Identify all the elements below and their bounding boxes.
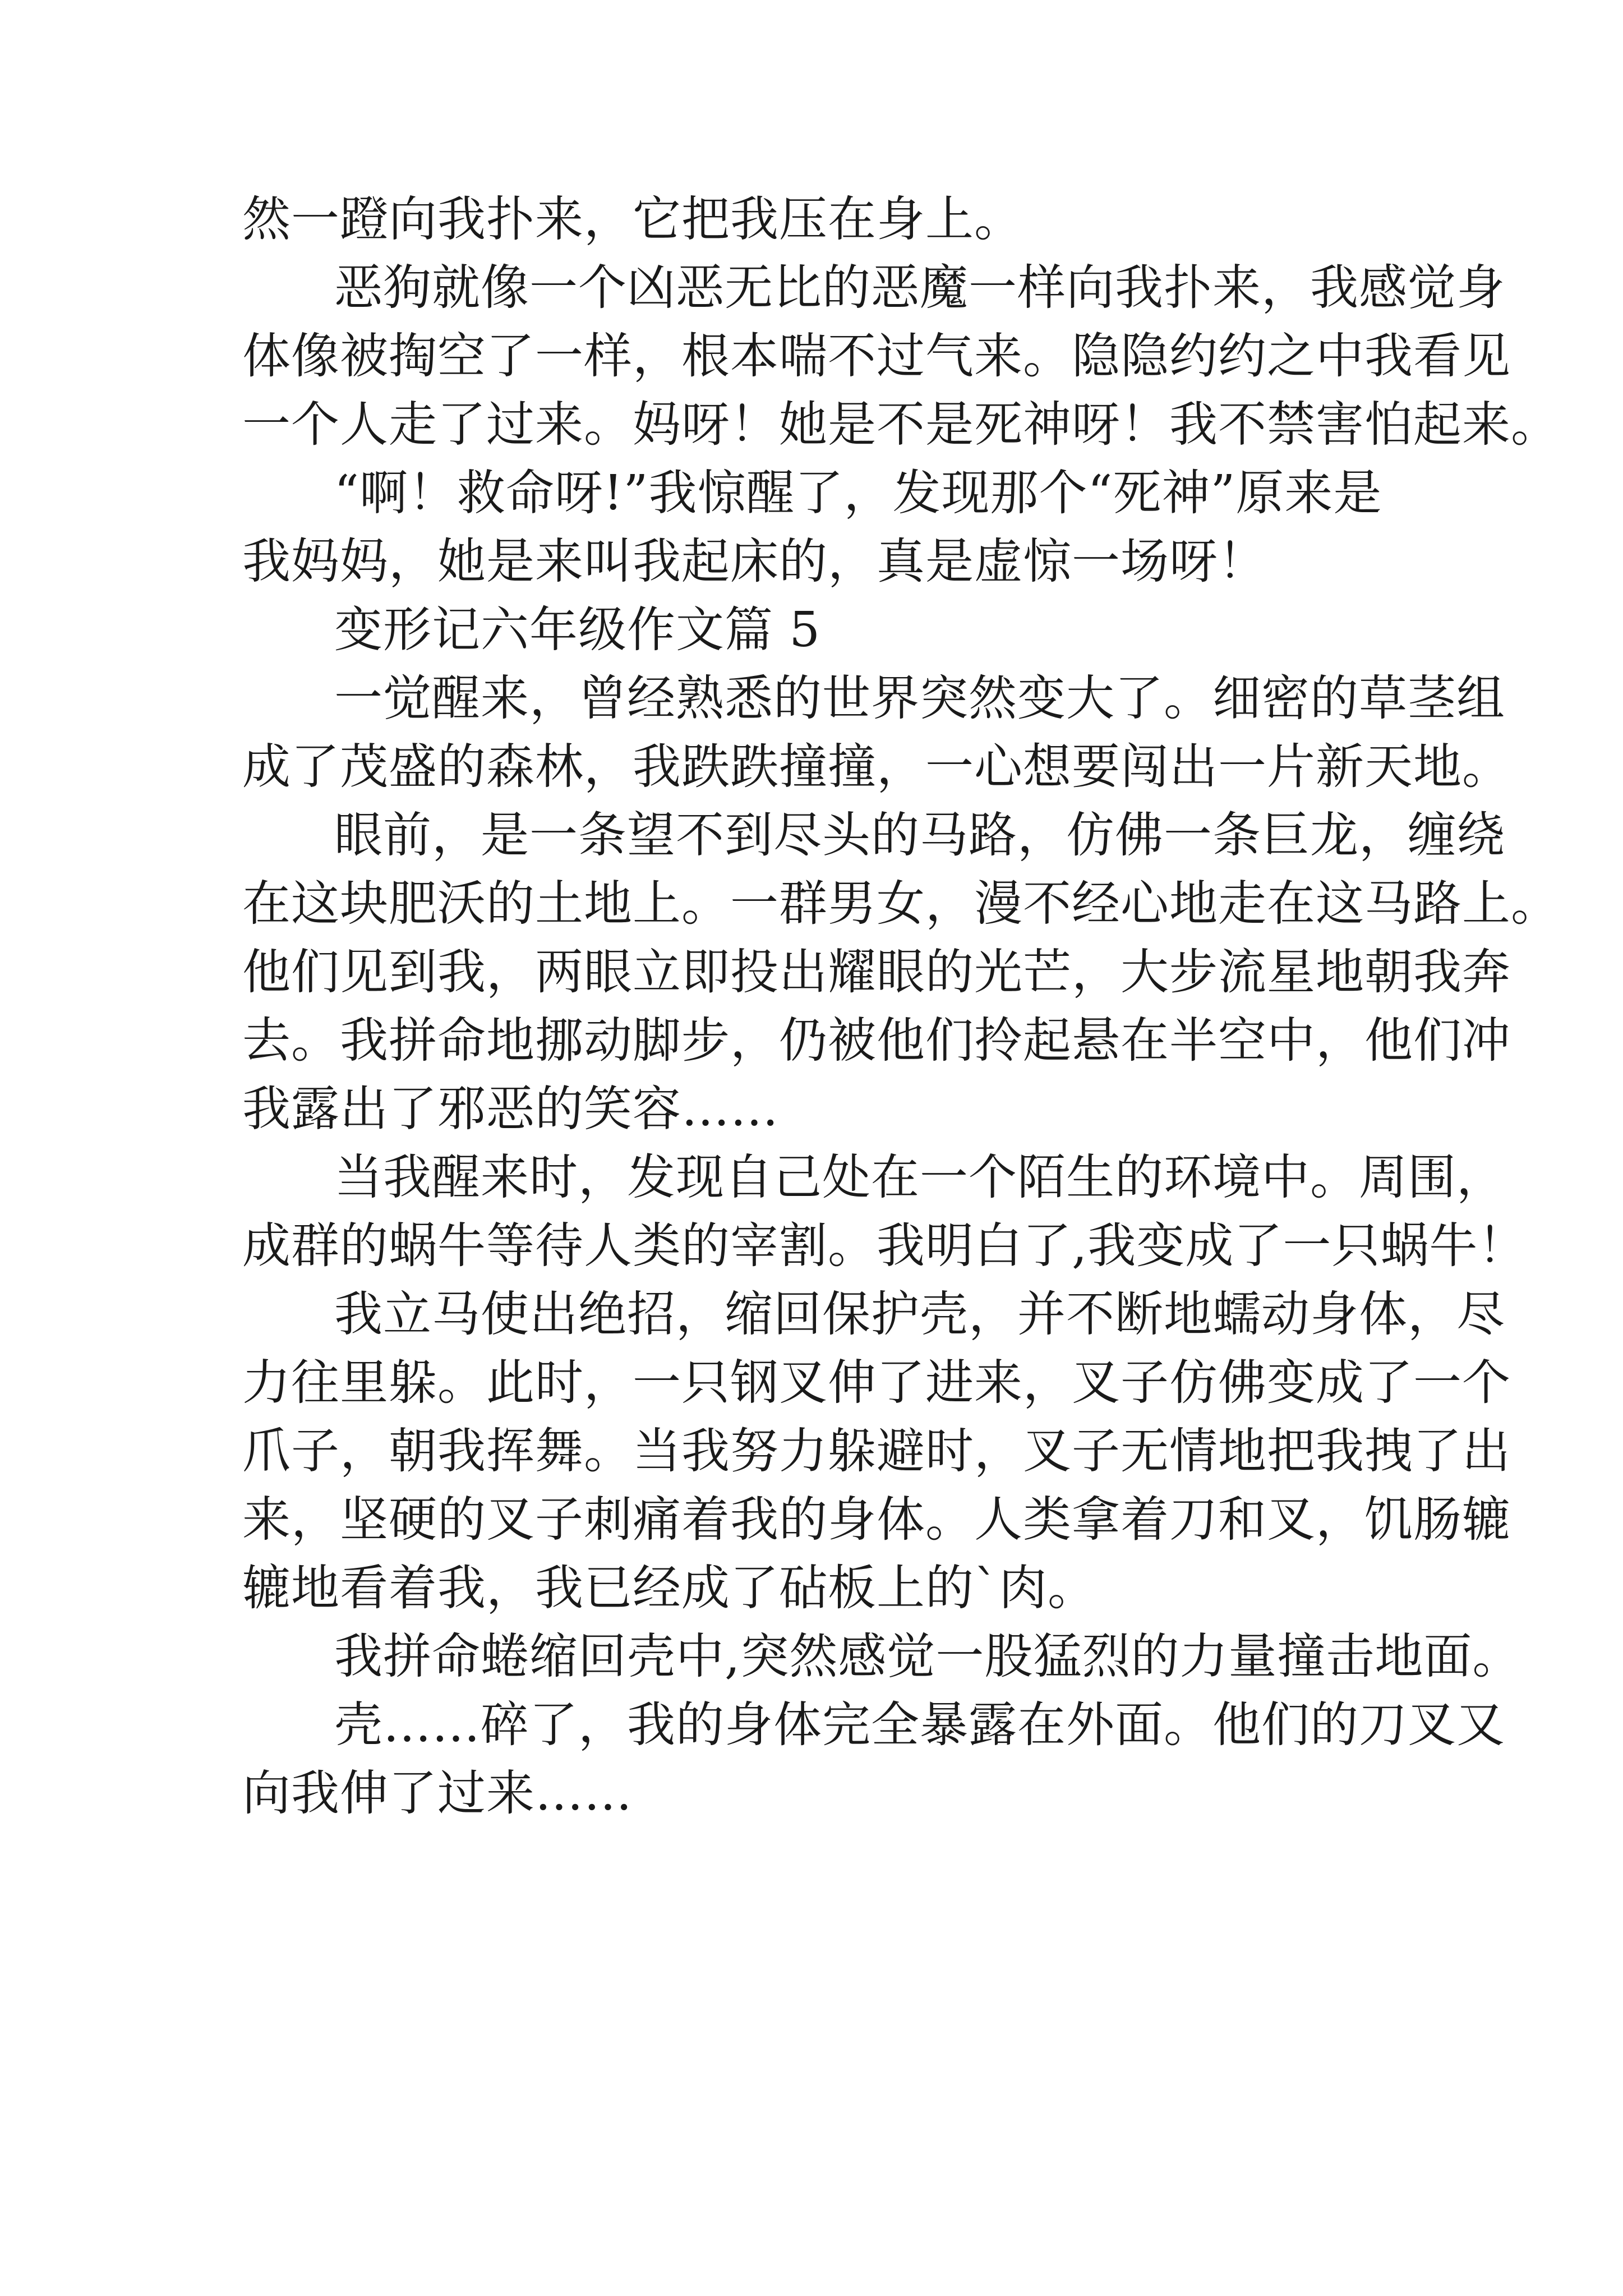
text-line: 一个人走了过来。妈呀！她是不是死神呀！我不禁害怕起来。 (242, 397, 1560, 453)
text-line: 我拼命蜷缩回壳中,突然感觉一股猛烈的力量撞击地面。 (334, 1628, 1521, 1685)
text-line: 成了茂盛的森林，我跌跌撞撞，一心想要闯出一片新天地。 (242, 739, 1511, 795)
text-line: 来，坚硬的叉子刺痛着我的身体。人类拿着刀和叉，饥肠辘 (242, 1492, 1511, 1548)
text-line: 力往里躲。此时，一只钢叉伸了进来，叉子仿佛变成了一个 (242, 1355, 1511, 1411)
text-line: 向我伸了过来…… (242, 1765, 633, 1821)
text-line: 一觉醒来，曾经熟悉的世界突然变大了。细密的草茎组 (334, 670, 1505, 726)
text-line: 爪子，朝我挥舞。当我努力躲避时，叉子无情地把我拽了出 (242, 1423, 1511, 1479)
paragraph (242, 801, 1560, 1143)
text-line: 去。我拼命地挪动脚步，仍被他们拎起悬在半空中，他们冲 (242, 1013, 1511, 1069)
paragraph (242, 1691, 1505, 1828)
text-line: 眼前，是一条望不到尽头的马路，仿佛一条巨龙，缠绕 (334, 807, 1505, 863)
text-line: 壳……碎了，我的身体完全暴露在外面。他们的刀叉又 (334, 1697, 1505, 1753)
text-line: 在这块肥沃的土地上。一群男女，漫不经心地走在这马路上。 (242, 876, 1560, 932)
heading-text: 变形记六年级作文篇 5 (334, 602, 821, 658)
paragraph-fragment (242, 185, 1392, 254)
paragraph (242, 664, 1511, 801)
text-line: 我立马使出绝招，缩回保护壳，并不断地蠕动身体，尽 (334, 1286, 1505, 1342)
paragraph (242, 254, 1560, 459)
paragraph (242, 1143, 1527, 1280)
text-line: 我妈妈，她是来叫我起床的，真是虚惊一场呀！ (242, 533, 1267, 590)
text-line: 然一蹬向我扑来，它把我压在身上。 (242, 191, 1023, 247)
section-heading (242, 596, 1392, 664)
essay-body (242, 185, 1560, 1828)
text-line: 成群的蜗牛等待人类的宰割。我明白了,我变成了一只蜗牛！ (242, 1218, 1527, 1274)
text-line: 恶狗就像一个凶恶无比的恶魔一样向我扑来，我感觉身 (334, 260, 1505, 316)
text-line: 辘地看着我，我已经成了砧板上的`肉。 (242, 1560, 1096, 1616)
paragraph (242, 1622, 1521, 1691)
paragraph (242, 459, 1392, 596)
text-line: 当我醒来时，发现自己处在一个陌生的环境中。周围， (334, 1149, 1505, 1205)
paragraph (242, 1280, 1511, 1622)
text-line: “啊！救命呀!”我惊醒了，发现那个“死神”原来是 (334, 465, 1382, 521)
text-line: 我露出了邪恶的笑容…… (242, 1081, 779, 1137)
text-line: 他们见到我，两眼立即投出耀眼的光芒，大步流星地朝我奔 (242, 944, 1511, 1000)
text-line: 体像被掏空了一样，根本喘不过气来。隐隐约约之中我看见 (242, 328, 1511, 384)
